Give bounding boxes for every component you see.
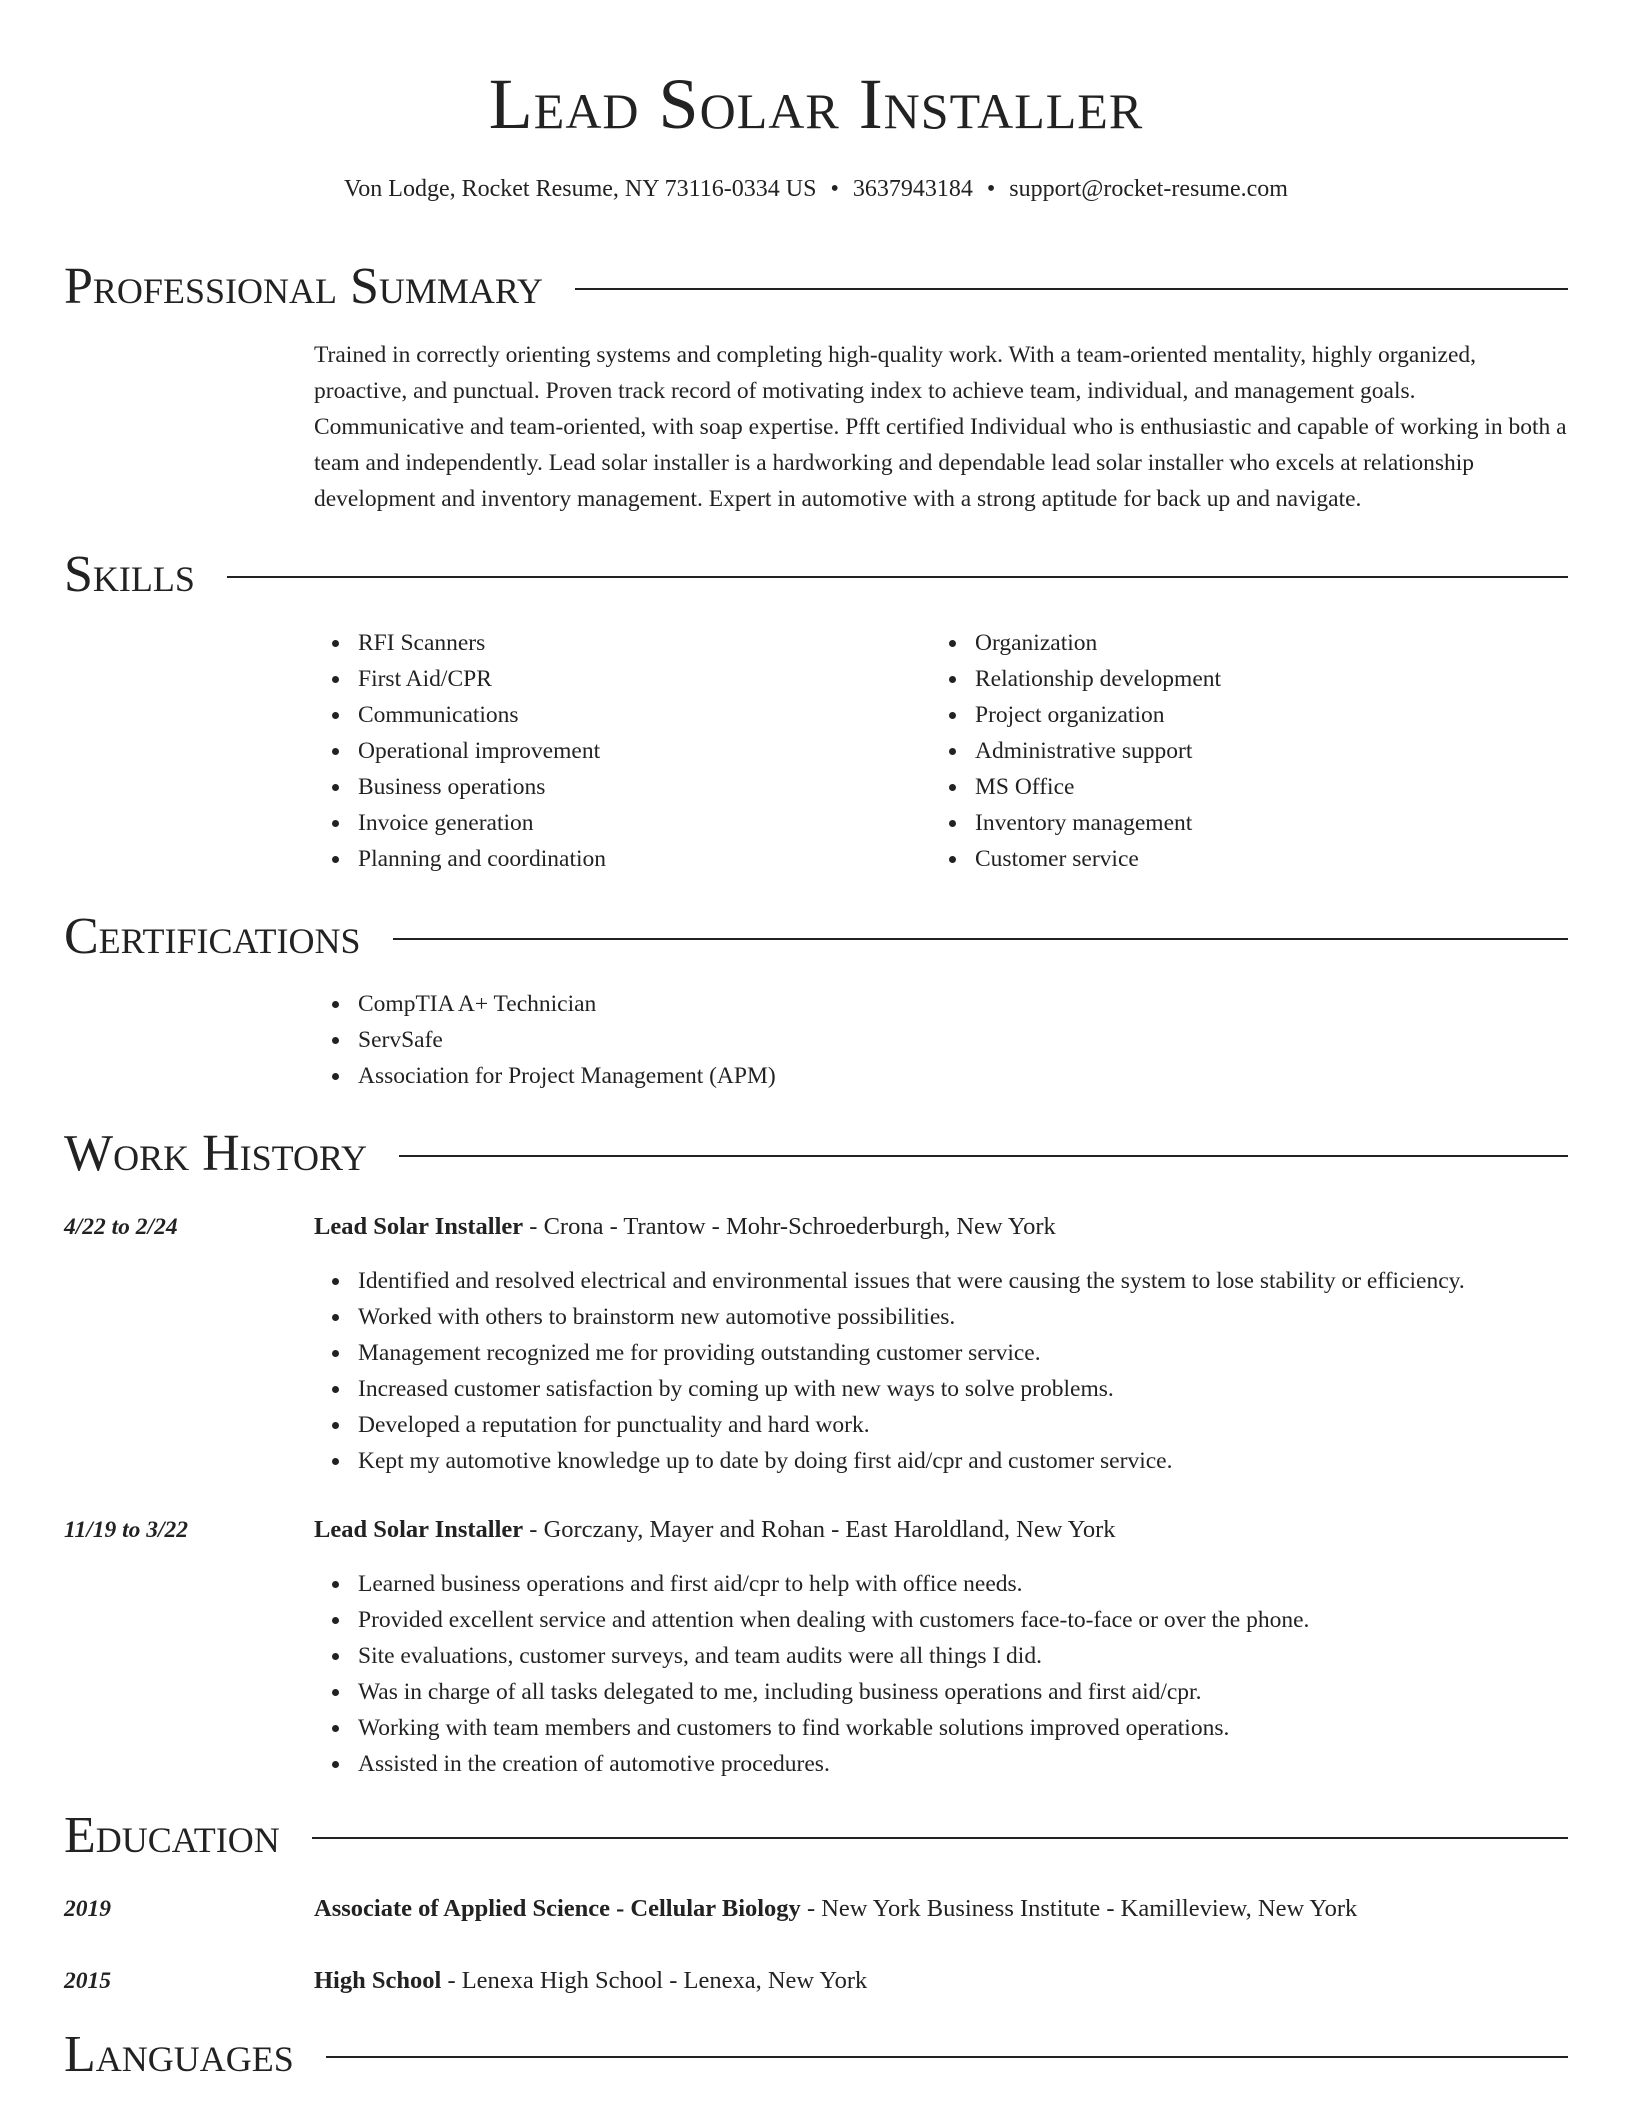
contact-separator: • [830, 176, 839, 202]
skill-item: RFI Scanners [358, 625, 931, 661]
job-details: - Crona - Trantow - Mohr-Schroederburgh, New York [523, 1213, 1056, 1240]
job-dates: 4/22 to 2/24 [64, 1214, 178, 1240]
job-details: - Gorczany, Mayer and Rohan - East Haroldland, New York [523, 1516, 1116, 1543]
section-divider [393, 938, 1568, 940]
job-bullet: Assisted in the creation of automotive procedures. [358, 1746, 1568, 1782]
job-role: Lead Solar Installer [314, 1516, 524, 1543]
job-dates: 11/19 to 3/22 [64, 1517, 189, 1543]
skills-grid [314, 625, 1568, 877]
certification-item: CompTIA A+ Technician [358, 986, 1568, 1022]
contact-phone: 3637943184 [852, 176, 973, 202]
education-year: 2015 [64, 1968, 111, 1994]
job-bullet: Working with team members and customers to find workable solutions improved operations. [358, 1710, 1568, 1746]
job-heading [314, 1209, 1568, 1245]
skill-item: Operational improvement [358, 733, 931, 769]
skill-item: Planning and coordination [358, 841, 931, 877]
skill-item: MS Office [975, 769, 1548, 805]
skill-item: Administrative support [975, 733, 1548, 769]
contact-address: Von Lodge, Rocket Resume, NY 73116-0334 US [344, 176, 817, 202]
job-bullet: Provided excellent service and attention when dealing with customers face-to-face or over the phone. [358, 1602, 1568, 1638]
skills-column-right [931, 625, 1548, 877]
contact-line [64, 172, 1568, 206]
education-heading [314, 1963, 1568, 1999]
skill-item: Invoice generation [358, 805, 931, 841]
job-bullet: Was in charge of all tasks delegated to me, including business operations and first aid/cpr. [358, 1674, 1568, 1710]
job-bullet: Management recognized me for providing outstanding customer service. [358, 1335, 1568, 1371]
summary-section-header [64, 256, 1568, 318]
education-degree: High School [314, 1967, 442, 1994]
skill-item: Project organization [975, 697, 1548, 733]
certifications-section-header [64, 906, 1568, 968]
languages-title: Languages [64, 2026, 294, 2083]
education-details: - Lenexa High School - Lenexa, New York [441, 1967, 868, 1994]
summary-text: Trained in correctly orienting systems and completing high-quality work. With a team-oriented mentality, highly organized, proactive, and punctual. Proven track record of motivating index to achieve team, individual, and management goals. Communicative and team-oriented, with soap expertise. Pfft certified Individual who is enthusiastic and capable of working in both a team and independently. Lead solar installer is a hardworking and dependable lead solar installer who excels at relationship development and inventory management. Expert in automotive with a strong aptitude for back up and navigate. [314, 342, 1567, 512]
languages-section-header [64, 2024, 1568, 2086]
job-bullets [314, 1263, 1568, 1479]
job-bullet: Developed a reputation for punctuality and hard work. [358, 1407, 1568, 1443]
contact-separator: • [986, 176, 996, 202]
skill-item: Organization [975, 625, 1548, 661]
resume-name: Lead Solar Installer [488, 64, 1144, 144]
certification-item: Association for Project Management (APM) [358, 1058, 1568, 1094]
education-heading [314, 1891, 1568, 1927]
job-heading [314, 1512, 1568, 1548]
job-bullet: Site evaluations, customer surveys, and team audits were all things I did. [358, 1638, 1568, 1674]
education-details: - New York Business Institute - Kamilleview, New York [800, 1895, 1358, 1922]
summary-block [314, 337, 1568, 517]
job-bullet: Worked with others to brainstorm new automotive possibilities. [358, 1299, 1568, 1335]
certifications-title: Certifications [64, 908, 361, 965]
section-divider [575, 288, 1568, 290]
job-bullet: Increased customer satisfaction by coming up with new ways to solve problems. [358, 1371, 1568, 1407]
section-divider [227, 576, 1568, 578]
section-divider [399, 1155, 1568, 1157]
skill-item: Relationship development [975, 661, 1548, 697]
work-title: Work History [64, 1125, 368, 1182]
summary-title: Professional Summary [64, 258, 543, 315]
job-role: Lead Solar Installer [314, 1213, 524, 1240]
skills-list-right [931, 625, 1548, 877]
certifications-list [314, 986, 1568, 1094]
skill-item: First Aid/CPR [358, 661, 931, 697]
skill-item: Communications [358, 697, 931, 733]
skills-title: Skills [64, 546, 195, 603]
education-title: Education [64, 1807, 280, 1864]
job-bullet: Kept my automotive knowledge up to date by doing first aid/cpr and customer service. [358, 1443, 1568, 1479]
contact-email: support@rocket-resume.com [1009, 176, 1288, 202]
skill-item: Inventory management [975, 805, 1548, 841]
skills-list-left [314, 625, 931, 877]
skills-section-header [64, 544, 1568, 606]
certification-item: ServSafe [358, 1022, 1568, 1058]
skills-block [314, 625, 1568, 877]
work-section-header [64, 1123, 1568, 1185]
job-bullets-block [314, 1566, 1568, 1782]
education-section-header [64, 1805, 1568, 1867]
job-bullets [314, 1566, 1568, 1782]
skill-item: Business operations [358, 769, 931, 805]
job-bullets-block [314, 1263, 1568, 1479]
skill-item: Customer service [975, 841, 1548, 877]
certifications-block [314, 986, 1568, 1094]
skills-column-left [314, 625, 931, 877]
education-year: 2019 [64, 1896, 111, 1922]
job-bullet: Identified and resolved electrical and environmental issues that were causing the system to lose stability or efficiency. [358, 1263, 1568, 1299]
education-degree: Associate of Applied Science - Cellular Biology [314, 1895, 801, 1922]
section-divider [312, 1837, 1568, 1839]
job-bullet: Learned business operations and first aid/cpr to help with office needs. [358, 1566, 1568, 1602]
section-divider [326, 2056, 1568, 2058]
